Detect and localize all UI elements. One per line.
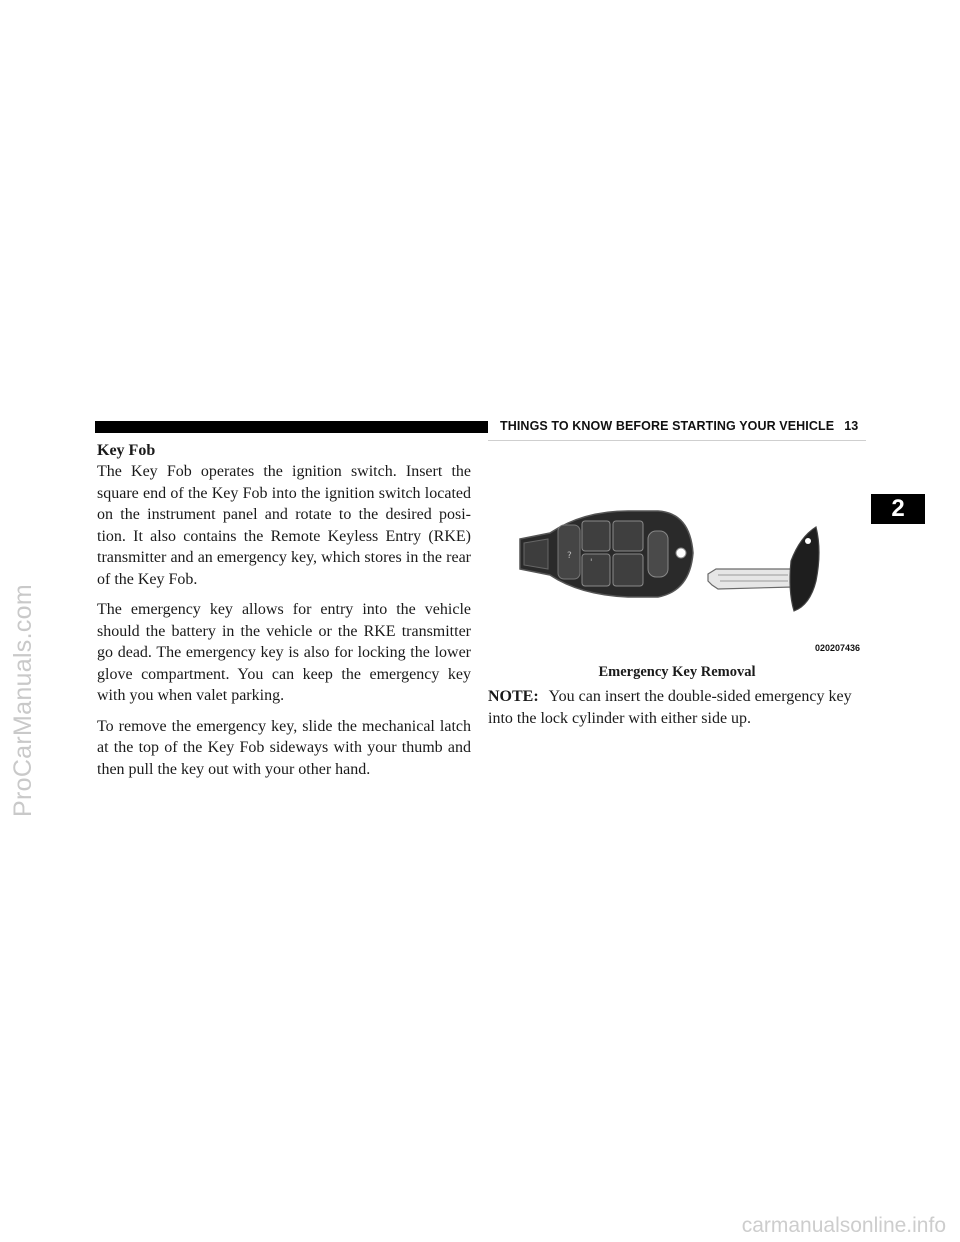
- figure-illustration: [488, 441, 866, 663]
- svg-text:?: ?: [567, 551, 572, 561]
- body-column: [97, 442, 471, 789]
- header-section-title: THINGS TO KNOW BEFORE STARTING YOUR VEHICLE: [500, 419, 835, 433]
- header-rule: [95, 421, 488, 433]
- watermark-carmanualsonline: carmanualsonline.info: [741, 1214, 946, 1237]
- chapter-tab: [871, 494, 925, 524]
- chapter-number: 2: [891, 495, 905, 522]
- emergency-key-image: [708, 527, 819, 611]
- running-header: [500, 419, 858, 433]
- figure-id: 020207436: [814, 643, 860, 653]
- paragraph-intro: The Key Fob operates the ignition switch. Insert the square end of the Key Fob into the ignition switch located on the instrument panel and rotate to the desired posi- tion. It also contains the Remote Keyless Entry (RKE) transmitter and an emergency key, which stores in the rear of the Key Fob.: [97, 463, 471, 588]
- note-block: [488, 686, 866, 729]
- note-label: NOTE:: [488, 688, 539, 705]
- paragraph-remove-key: To remove the emergency key, slide the mechanical latch at the top of the Key Fob sideways with your thumb and then pull the key out with your other hand.: [97, 717, 471, 778]
- figure-caption: Emergency Key Removal: [598, 664, 756, 680]
- figure-emergency-key-removal: [488, 440, 866, 663]
- note-text: You can insert the double-sided emergency key into the lock cylinder with either side up.: [488, 688, 852, 727]
- svg-text:': ': [590, 558, 593, 568]
- section-heading: Key Fob: [97, 442, 156, 459]
- watermark-procarmanuals: ProCarManuals.com: [8, 583, 37, 817]
- page-number: 13: [844, 419, 859, 433]
- paragraph-emergency-key: The emergency key allows for entry into the vehicle should the battery in the vehicle or the RKE transmitter go dead. The emergency key is also for locking the lower glove compartment. You can keep the emergency key with you when valet parking.: [97, 601, 471, 704]
- key-fob-image: [520, 511, 693, 597]
